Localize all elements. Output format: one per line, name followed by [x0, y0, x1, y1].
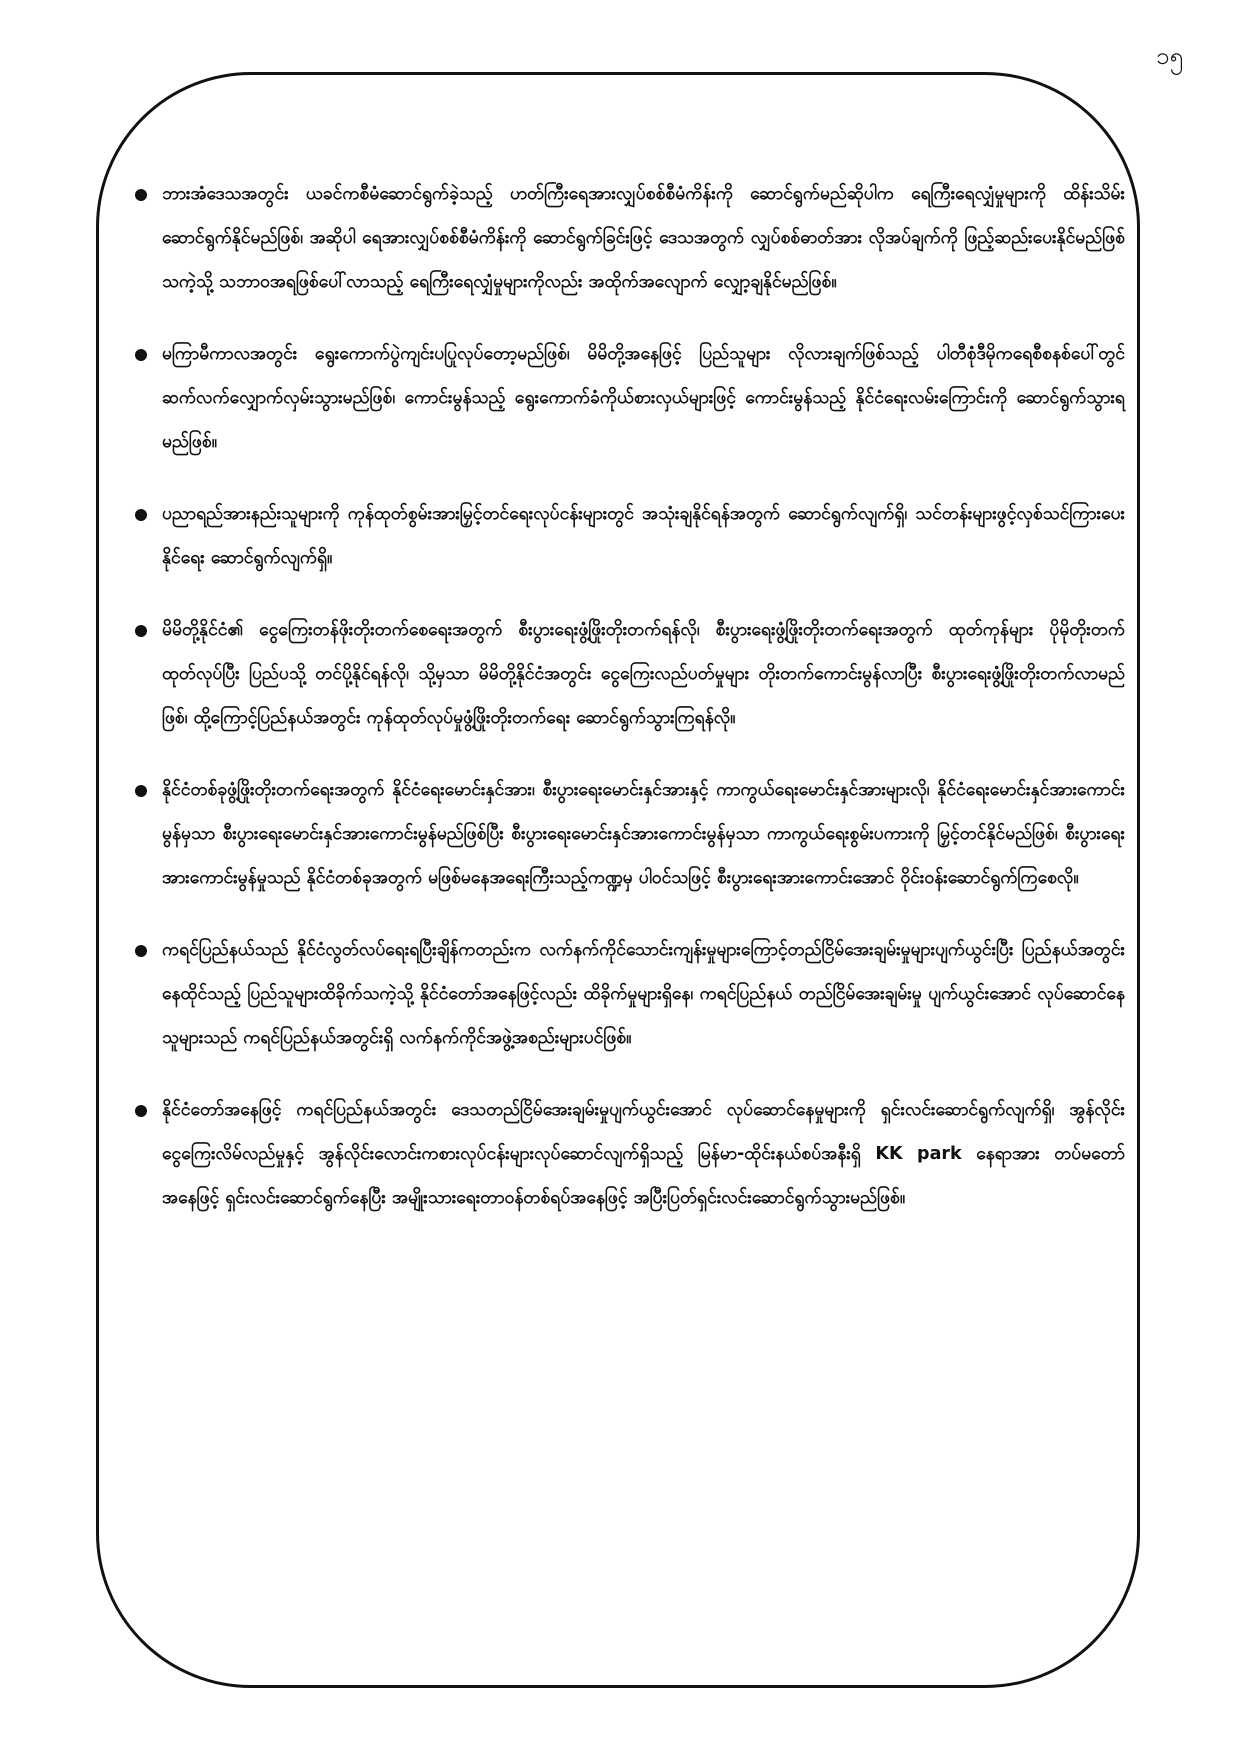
- bullet-icon: [135, 189, 147, 201]
- list-item: [140, 928, 1125, 1060]
- list-item: [140, 768, 1125, 900]
- bullet-icon: [135, 349, 147, 361]
- bullet-icon: [135, 509, 147, 521]
- bullet-text: ပညာရည်အားနည်းသူများကို ကုန်ထုတ်စွမ်းအားမြှင့်တင်ရေးလုပ်ငန်းများတွင် အသုံးချနိုင်ရန်အတွက် ဆောင်ရွက်လျက်ရှိ၊ သင်တန်းများဖွင့်လှစ်သင်ကြားပေးနိုင်ရေး ဆောင်ရွက်လျက်ရှိ။: [162, 504, 1125, 568]
- bullet-text: ကရင်ပြည်နယ်သည် နိုင်ငံလွတ်လပ်ရေးရပြီးချိန်ကတည်းက လက်နက်ကိုင်သောင်းကျန်းမှုများကြောင့်တည်ငြိမ်အေးချမ်းမှုများပျက်ယွင်းပြီး ပြည်နယ်အတွင်းနေထိုင်သည့် ပြည်သူများထိခိုက်သကဲ့သို့ နိုင်ငံတော်အနေဖြင့်လည်း ထိခိုက်မှုများရှိနေ၊ ကရင်ပြည်နယ် တည်ငြိမ်အေးချမ်းမှု ပျက်ယွင်းအောင် လုပ်ဆောင်နေသူများသည် ကရင်ပြည်နယ်အတွင်းရှိ လက်နက်ကိုင်အဖွဲ့အစည်းများပင်ဖြစ်။: [162, 940, 1125, 1048]
- list-item: [140, 172, 1125, 304]
- bullet-icon: [135, 625, 147, 637]
- bullet-text: ဘားအံဒေသအတွင်း ယခင်ကစီမံဆောင်ရွက်ခဲ့သည့် ဟတ်ကြီးရေအားလျှပ်စစ်စီမံကိန်းကို ဆောင်ရွက်မည်ဆိုပါက ရေကြီးရေလျှံမှုများကို ထိန်းသိမ်းဆောင်ရွက်နိုင်မည်ဖြစ်၊ အဆိုပါ ရေအားလျှပ်စစ်စီမံကိန်းကို ဆောင်ရွက်ခြင်းဖြင့် ဒေသအတွက် လျှပ်စစ်ဓာတ်အား လိုအပ်ချက်ကို ဖြည့်ဆည်းပေးနိုင်မည်ဖြစ်သကဲ့သို့ သဘာဝအရဖြစ်ပေါ်လာသည့် ရေကြီးရေလျှံမှုများကိုလည်း အထိုက်အလျောက် လျှော့ချနိုင်မည်ဖြစ်။: [162, 184, 1125, 292]
- bullet-text: နိုင်ငံတော်အနေဖြင့် ကရင်ပြည်နယ်အတွင်း ဒေသတည်ငြိမ်အေးချမ်းမှုပျက်ယွင်းအောင် လုပ်ဆောင်နေမှုများကို ရှင်းလင်းဆောင်ရွက်လျက်ရှိ၊ အွန်လိုင်းငွေကြေးလိမ်လည်မှုနှင့် အွန်လိုင်းလောင်းကစားလုပ်ငန်းများလုပ်ဆောင်လျက်ရှိသည့် မြန်မာ-ထိုင်းနယ်စပ်အနီးရှိ KK park နေရာအား တပ်မတော်အနေဖြင့် ရှင်းလင်းဆောင်ရွက်နေပြီး အမျိုးသားရေးတာဝန်တစ်ရပ်အနေဖြင့် အပြီးပြတ်ရှင်းလင်းဆောင်ရွက်သွားမည်ဖြစ်။: [162, 1100, 1125, 1208]
- bullet-icon: [135, 785, 147, 797]
- bullet-text: မိမိတို့နိုင်ငံ၏ ငွေကြေးတန်ဖိုးတိုးတက်စေရေးအတွက် စီးပွားရေးဖွံ့ဖြိုးတိုးတက်ရန်လို၊ စီးပွားရေးဖွံ့ဖြိုးတိုးတက်ရေးအတွက် ထုတ်ကုန်များ ပိုမိုတိုးတက်ထုတ်လုပ်ပြီး ပြည်ပသို့ တင်ပို့နိုင်ရန်လို၊ သို့မှသာ မိမိတို့နိုင်ငံအတွင်း ငွေကြေးလည်ပတ်မှုများ တိုးတက်ကောင်းမွန်လာပြီး စီးပွားရေးဖွံ့ဖြိုးတိုးတက်လာမည်ဖြစ်၊ ထို့ကြောင့်ပြည်နယ်အတွင်း ကုန်ထုတ်လုပ်မှုဖွံ့ဖြိုးတိုးတက်ရေး ဆောင်ရွက်သွားကြရန်လို။: [162, 620, 1125, 728]
- list-item: [140, 1088, 1125, 1220]
- bullet-icon: [135, 945, 147, 957]
- bullet-text: နိုင်ငံတစ်ခုဖွံ့ဖြိုးတိုးတက်ရေးအတွက် နိုင်ငံရေးမောင်းနှင်အား၊ စီးပွားရေးမောင်းနှင်အားနှင့် ကာကွယ်ရေးမောင်းနှင်အားများလို၊ နိုင်ငံရေးမောင်းနှင်အားကောင်းမွန်မှသာ စီးပွားရေးမောင်းနှင်အားကောင်းမွန်မည်ဖြစ်ပြီး စီးပွားရေးမောင်းနှင်အားကောင်းမွန်မှသာ ကာကွယ်ရေးစွမ်းပကားကို မြှင့်တင်နိုင်မည်ဖြစ်၊ စီးပွားရေးအားကောင်းမွန်မှုသည် နိုင်ငံတစ်ခုအတွက် မဖြစ်မနေအရေးကြီးသည့်ကဏ္ဍမှ ပါဝင်သဖြင့် စီးပွားရေးအားကောင်းအောင် ဝိုင်းဝန်းဆောင်ရွက်ကြစေလို။: [162, 780, 1125, 888]
- list-item: [140, 608, 1125, 740]
- page-number: ၁၅: [1156, 42, 1183, 70]
- list-item: [140, 332, 1125, 464]
- bullet-icon: [135, 1105, 147, 1117]
- list-item: [140, 492, 1125, 580]
- bullet-text: မကြာမီကာလအတွင်း ရွေးကောက်ပွဲကျင်းပပြုလုပ်တော့မည်ဖြစ်၊ မိမိတို့အနေဖြင့် ပြည်သူများ လိုလားချက်ဖြစ်သည့် ပါတီစုံဒီမိုကရေစီစနစ်ပေါ်တွင် ဆက်လက်လျှောက်လှမ်းသွားမည်ဖြစ်၊ ကောင်းမွန်သည့် ရွေးကောက်ခံကိုယ်စားလှယ်များဖြင့် ကောင်းမွန်သည့် နိုင်ငံရေးလမ်းကြောင်းကို ဆောင်ရွက်သွားရမည်ဖြစ်။: [162, 344, 1125, 452]
- bullet-list: [140, 172, 1125, 1248]
